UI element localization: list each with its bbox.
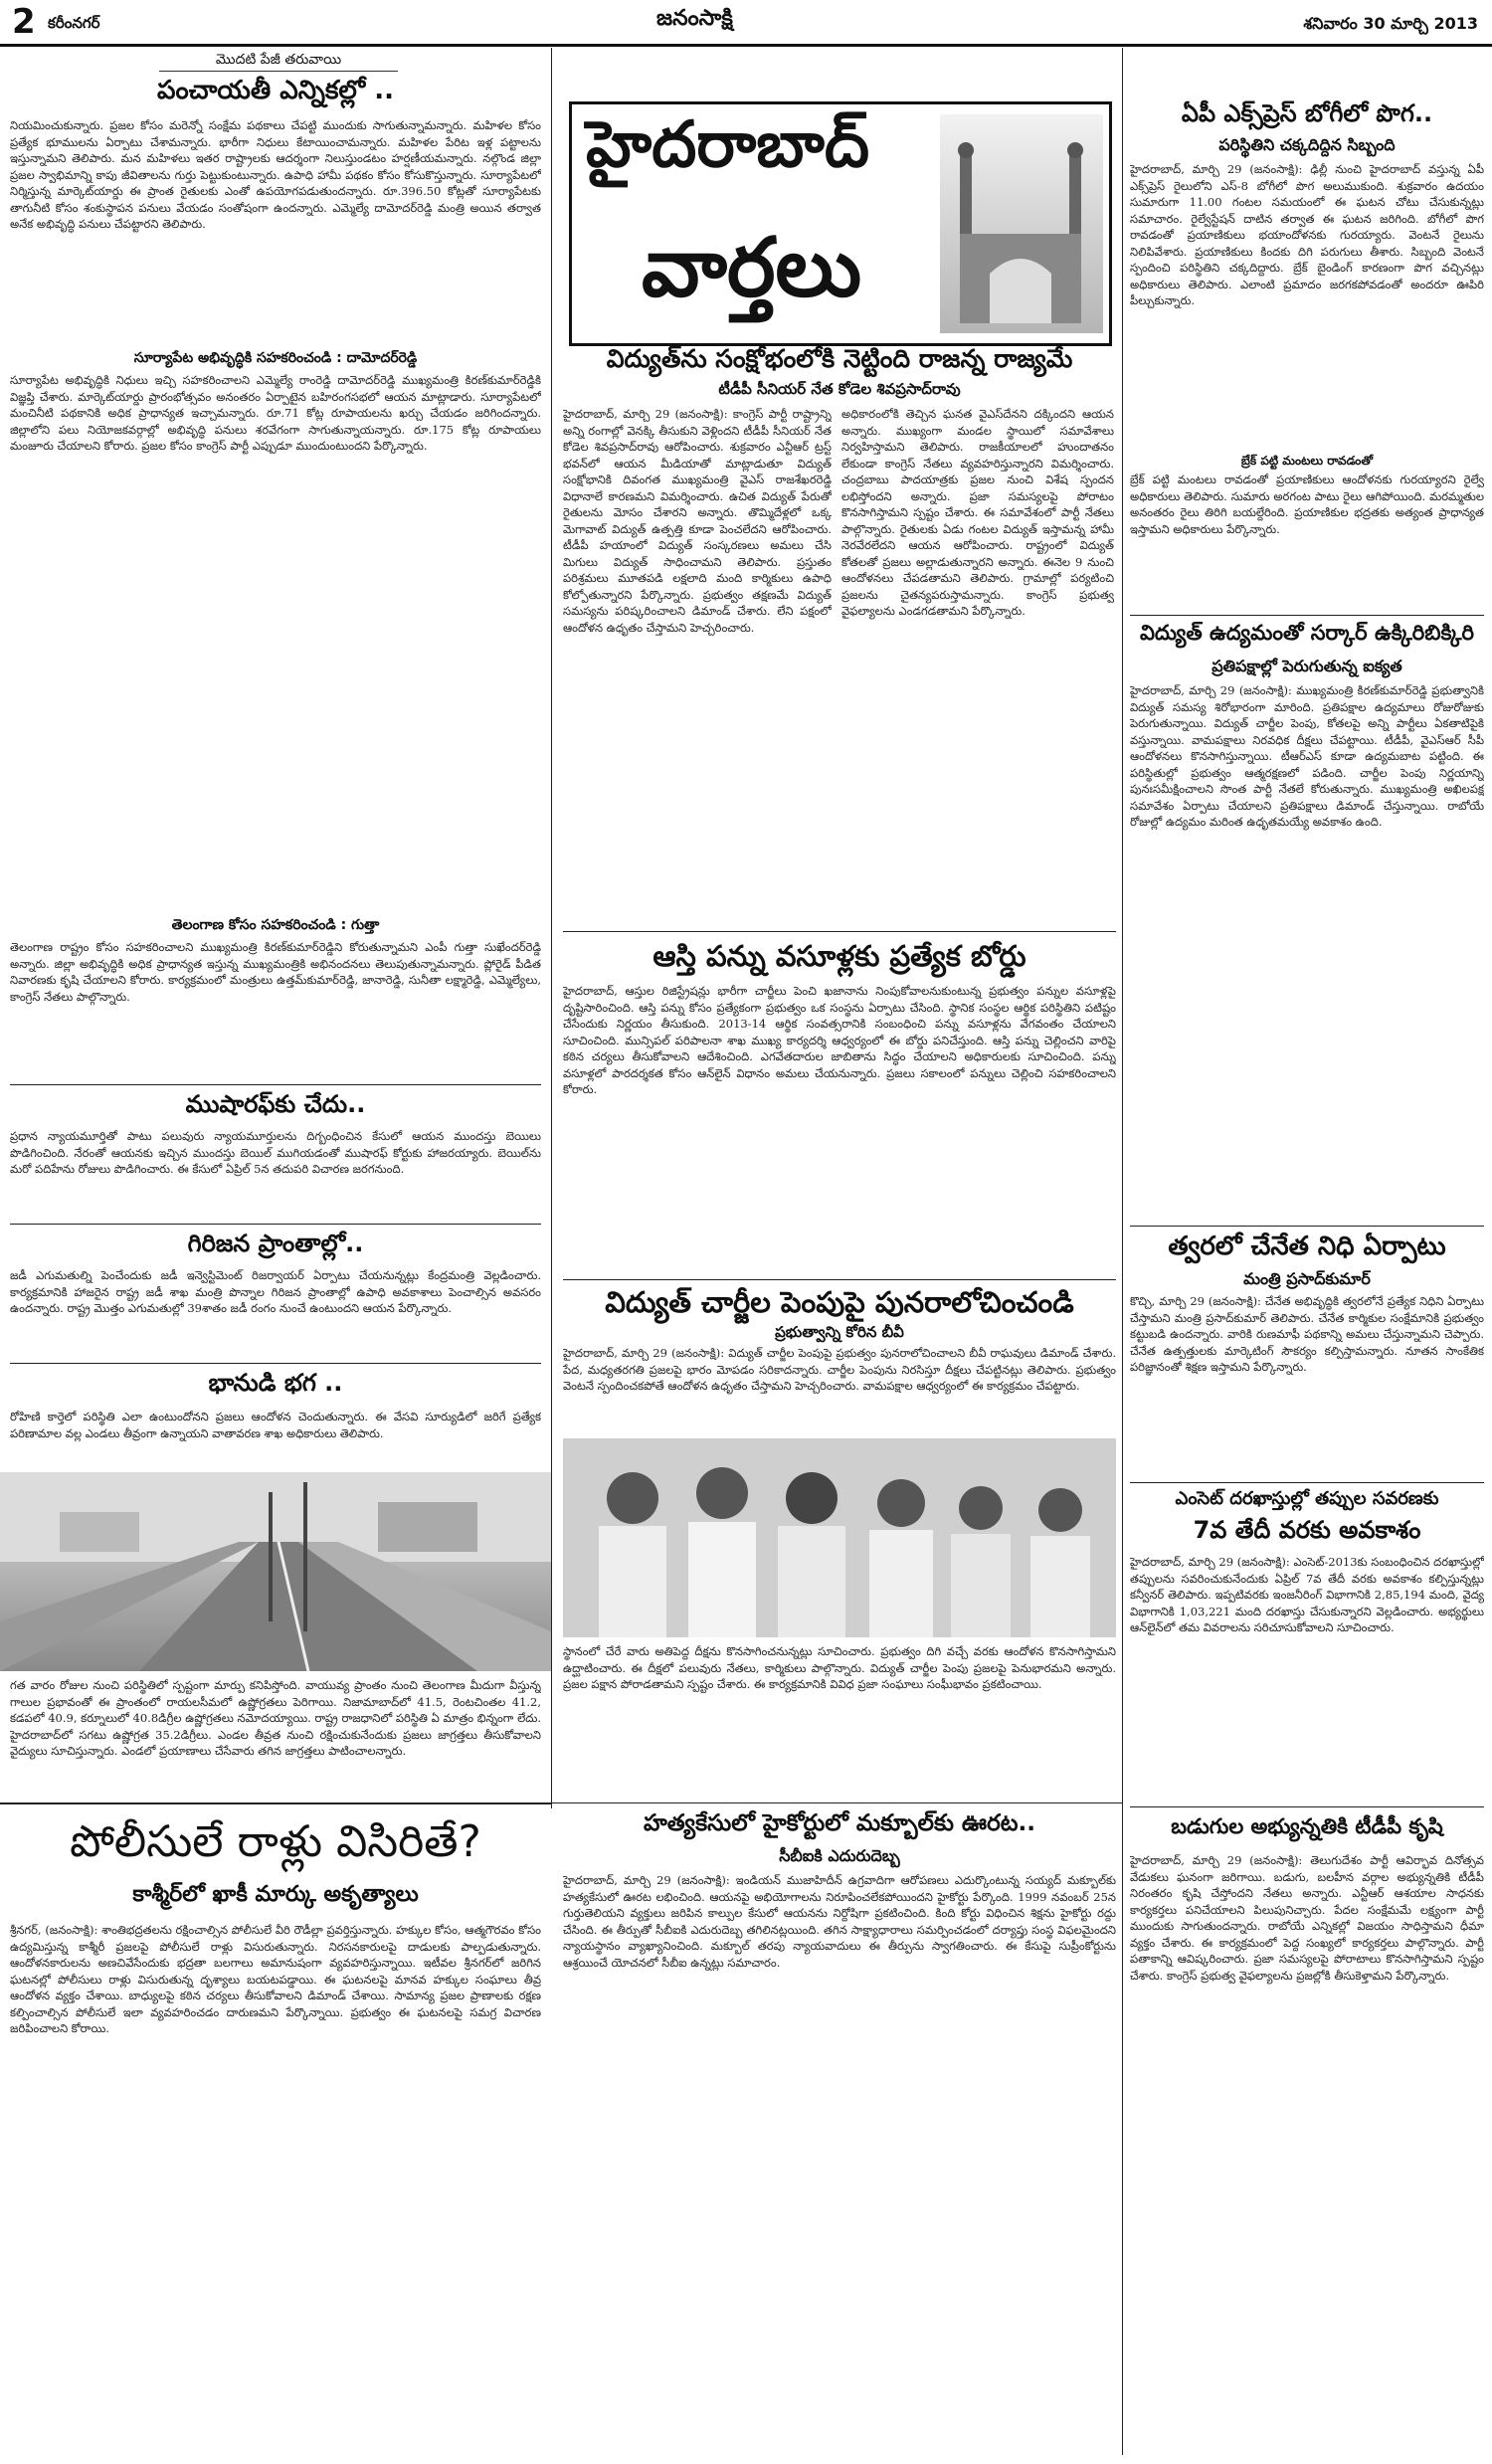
article-body: అధికారంలోకి తెచ్చిన ఘనత వైఎస్‌దేనని దక్కిందని ఆయన అన్నారు. ముఖ్యంగా మండల స్థాయిలో సమావేశాలు నిర్వహిస్తామని తెలిపారు. రాజకీయాలలో హుందాతనం లేకుండా కాంగ్రెస్‌ నేతలు వ్యవహరిస్తున్నారని విమర్శించారు. చంద్రబాబు పాదయాత్రకు ప్రజల నుంచి విశేష స్పందన లభిస్తోందని అన్నారు. ప్రజా సమస్యలపై పోరాటం కొనసాగిస్తామని స్పష్టం చేశారు. ఈ సమావేశంలో పార్టీ నేతలు పాల్గొన్నారు. రైతులకు ఏడు గంటల విద్యుత్‌ ఇస్తామన్న హామీ నెరవేరలేదని ఆయన ఆరోపించారు. రాష్ట్రంలో విద్యుత్‌ కోతలతో ప్రజలు అల్లాడుతున్నారని అన్నారు. ఈనెల 9 నుంచి ఆందోళనలు చేపడతామని తెలిపారు. గ్రామాల్లో పర్యటించి ప్రజలను చైతన్యపరుస్తామన్నారు. కాంగ్రెస్‌ ప్రభుత్వ వైఫల్యాలను ఎండగడతామని పేర్కొన్నారు. xyxy=(841,407,1114,618)
newspaper-name: జనంసాక్షి xyxy=(656,6,733,31)
article-body: సూర్యాపేట అభివృద్ధికి నిధులు ఇచ్చి సహకరించాలని ఎమ్మెల్యే రాంరెడ్డి దామోదర్‌రెడ్డి ముఖ్యమంత్రి కిరణ్‌కుమార్‌రెడ్డికి విజ్ఞప్తి చేశారు. మార్కెట్‌యార్డు ప్రారంభోత్సవం అనంతరం ఏర్పాటైన బహిరంగసభలో ఆయన మాట్లాడారు. సూర్యాపేటలో మంచినీటి పథకానికి అధిక ప్రాధాన్యత ఇచ్చామన్నారు. రూ.71 కోట్ల రూపాయలను ఖర్చు చేయడం జరిగిందన్నారు. జిల్లాలోని పలు నియోజకవర్గాల్లో అభివృద్ధి పనులు శరవేగంగా సాగుతున్నాయన్నారు. రూ.175 కోట్ల రూపాయలు మంజూరు చేయాలని కోరారు. ప్రజల కోసం కాంగ్రెస్‌ పార్టీ ఎప్పుడూ ముందుంటుందని పేర్కొన్నారు. xyxy=(10,373,541,453)
section-name: కరీంనగర్ xyxy=(48,14,100,32)
headline-tdp: బడుగుల అభ్యున్నతికి టీడీపీ కృషి xyxy=(1171,1814,1443,1838)
article-body: తెలంగాణ రాష్ట్రం కోసం సహకరించాలని ముఖ్యమంత్రి కిరణ్‌కుమార్‌రెడ్డిని కోరుతున్నామని ఎంపీ గుత్తా సుఖేందర్‌రెడ్డి అన్నారు. జిల్లా అభివృద్ధికి అధిక ప్రాధాన్యత ఇస్తున్న ముఖ్యమంత్రికి అభినందనలు తెలుపుతున్నామన్నారు. ప్లోరైడ్‌ పీడిత నివారణకు కృషి చేయాలని కోరారు. కార్యక్రమంలో మంత్రులు ఉత్తమ్‌కుమార్‌రెడ్డి, జానారెడ్డి, సునీతా లక్ష్మారెడ్డి, ఎమ్మెల్యేలు, కాంగ్రెస్‌ నేతలు పాల్గొన్నారు. xyxy=(10,940,541,1004)
hyderabad-news-banner xyxy=(569,101,1112,346)
article-body: కొచ్చి, మార్చి 29 (జనంసాక్షి): చేనేత అభివృద్ధికి త్వరలోనే ప్రత్యేక నిధిని ఏర్పాటు చేస్తామని మంత్రి ప్రసాద్‌కుమార్‌ తెలిపారు. చేనేత కార్మికుల సంక్షేమానికి ప్రభుత్వం కట్టుబడి ఉందన్నారు. వారికి రుణమాఫీ పథకాన్ని అమలు చేస్తున్నామని చెప్పారు. చేనేత ఉత్పత్తులకు మార్కెటింగ్‌ సౌకర్యం కల్పిస్తామన్నారు. నూతన సాంకేతిక పరిజ్ఞానంతో శిక్షణ ఇస్తామని పేర్కొన్నారు. xyxy=(1130,1294,1484,1374)
masthead xyxy=(0,0,1492,47)
protest-illustration xyxy=(563,1438,1116,1637)
subheading: ప్రభుత్వాన్ని కోరిన బీవీ xyxy=(775,1323,904,1341)
headline-power-charges: విద్యుత్‌ చార్జీల పెంపుపై పునరాలోచించండి xyxy=(605,1285,1074,1319)
headline-eamcet-line2: 7వ తేదీ వరకు అవకాశం xyxy=(1193,1516,1421,1544)
article-body: బ్రేక్‌ పట్టి మంటలు రావడంతో ప్రయాణికులు ఆందోళనకు గురయ్యారని రైల్వే అధికారులు తెలిపారు. సుమారు అరగంట పాటు రైలు ఆగిపోయింది. మరమ్మతుల అనంతరం రైలు తిరిగి బయల్దేరింది. ప్రయాణికుల భద్రతకు అత్యంత ప్రాధాన్యత ఇస్తామని అధికారులు పేర్కొన్నారు. xyxy=(1130,473,1484,536)
continued-label: మొదటి పేజీ తరువాయి xyxy=(159,52,398,72)
charminar-photo xyxy=(940,114,1103,333)
subheading: తెలంగాణ కోసం సహకరించండి : గుత్తా xyxy=(171,917,380,933)
road-photo xyxy=(0,1472,551,1671)
subheading: సీబీఐకి ఎదురుదెబ్బ xyxy=(779,1846,900,1865)
headline-property-tax: ఆస్తి పన్ను వసూళ్లకు ప్రత్యేక బోర్డు xyxy=(653,939,1026,973)
headline-tribal: గిరిజన ప్రాంతాల్లో.. xyxy=(187,1230,364,1257)
headline-panchayat: పంచాయతీ ఎన్నికల్లో .. xyxy=(157,76,394,105)
headline-ap-express: ఏపీ ఎక్స్‌ప్రెస్‌ బోగీలో పొగ.. xyxy=(1181,99,1433,127)
banner-line1: హైదరాబాద్ xyxy=(586,108,870,182)
issue-date: శనివారం 30 మార్చి 2013 xyxy=(1303,14,1478,33)
article-lead: రోహిణి కార్తెలో పరిస్థితి ఎలా ఉంటుందోనని ప్రజలు ఆందోళన చెందుతున్నారు. ఈ వేసవి సూర్యుడిలో జరిగే ప్రత్యేక పరిణామాల వల్ల ఎండలు తీవ్రంగా ఉన్నాయని వాతావరణ శాఖ అధికారులు తెలిపారు. xyxy=(10,1410,541,1440)
subheading: బ్రేక్‌ పట్టి మంటలు రావడంతో xyxy=(1240,454,1374,468)
article-body: హైదరాబాద్‌, ఆస్తుల రిజిస్ట్రేషన్లు భారీగా చార్జీలు పెంచి ఖజానాను నింపుకోవాలనుకుంటున్న ప్రభుత్వం పన్నుల వసూళ్లపై దృష్టిసారించింది. ఆస్తి పన్ను కోసం ప్రత్యేకంగా ప్రభుత్వం ఒక సంస్థను ఏర్పాటు చేసింది. స్థానిక సంస్థల ఆర్థిక పరిస్థితిని పటిష్టం చేసేందుకు నిర్ణయం తీసుకుంది. 2013-14 ఆర్థిక సంవత్సరానికి సంబంధించి పన్ను వసూళ్లను వేగవంతం చేయాలని సూచించింది. మున్సిపల్‌ పరిపాలనా శాఖ ముఖ్య కార్యదర్శి ఆధ్వర్యంలో ఈ బోర్డు పనిచేస్తుంది. ఆస్తి పన్ను చెల్లించని వారిపై కఠిన చర్యలు తీసుకోవాలని ఆదేశించింది. ఎగవేతదారుల జాబితాను సిద్ధం చేయాలని అధికారులకు సూచించింది. పన్ను వసూళ్లలో పారదర్శకత కోసం ఆన్‌లైన్‌ విధానం అమలు చేయనున్నారు. ప్రజలు సకాలంలో పన్నులు చెల్లించి సహకరించాలని కోరారు. xyxy=(563,984,1116,1096)
headline-power-movement: విద్యుత్‌ ఉద్యమంతో సర్కార్‌ ఉక్కిరిబిక్కిరి xyxy=(1139,621,1475,645)
article-body: హైదరాబాద్‌, మార్చి 29 (జనంసాక్షి): ముఖ్యమంత్రి కిరణ్‌కుమార్‌రెడ్డి ప్రభుత్వానికి విద్యుత్‌ సమస్య శిరోభారంగా మారింది. ప్రతిపక్షాల ఉద్యమాలు రోజురోజుకు పెరుగుతున్నాయి. విద్యుత్‌ చార్జీల పెంపు, కోతలపై అన్ని పార్టీలు ఏకతాటిపైకి వస్తున్నాయి. వామపక్షాలు నిరవధిక దీక్షలు చేపట్టాయి. టీడీపీ, వైఎస్‌ఆర్‌ సీపీ ఆందోళనలు కొనసాగిస్తున్నాయి. టీఆర్‌ఎస్‌ కూడా ఉద్యమబాట పట్టింది. ఈ పరిస్థితుల్లో ప్రభుత్వం ఆత్మరక్షణలో పడింది. చార్జీల పెంపు నిర్ణయాన్ని పునఃసమీక్షించాలని సొంత పార్టీ నేతలే కోరుతున్నారు. ముఖ్యమంత్రి అఖిలపక్ష సమావేశం ఏర్పాటు చేయాలని ప్రతిపక్షాలు డిమాండ్‌ చేస్తున్నాయి. రాబోయే రోజుల్లో ఉద్యమం మరింత ఉధృతమయ్యే అవకాశం ఉంది. xyxy=(1130,683,1484,829)
byline: టీడీపీ సీనియర్‌ నేత కోడెల శివప్రసాద్‌రావు xyxy=(718,380,961,398)
headline-police-stones: పోలీసులే రాళ్లు విసిరితే? xyxy=(70,1816,481,1867)
article-body: హైదరాబాద్‌, మార్చి 29 (జనంసాక్షి): ఇండియన్‌ ముజాహిదీన్‌ ఉగ్రవాదిగా ఆరోపణలు ఎదుర్కొంటున్న సయ్యద్‌ మక్బూల్‌కు హత్యకేసులో ఊరట లభించింది. ఆయనపై అభియోగాలను నిరూపించలేకపోయిందని హైకోర్టు పేర్కొంది. 1999 నవంబర్‌ 25న గుర్తుతెలియని వ్యక్తులు జరిపిన కాల్పుల కేసులో ఆయనను నిర్దోషిగా ప్రకటించింది. కింది కోర్టు విధించిన శిక్షను హైకోర్టు రద్దు చేసింది. ఈ తీర్పుతో సీబీఐకి ఎదురుదెబ్బ తగిలినట్లయింది. తగిన సాక్ష్యాధారాలు సమర్పించడంలో దర్యాప్తు సంస్థ విఫలమైందని న్యాయస్థానం వ్యాఖ్యానించింది. మక్బూల్‌ తరపు న్యాయవాదులు ఈ తీర్పును స్వాగతించారు. ఈ కేసుపై సుప్రీంకోర్టును ఆశ్రయించే యోచనలో సీబీఐ ఉన్నట్లు సమాచారం. xyxy=(563,1873,1116,1970)
article-body: శ్రీనగర్‌, (జనంసాక్షి): శాంతిభద్రతలను రక్షించాల్సిన పోలీసులే వీరి రౌడీల్లా ప్రవర్తిస్తున్నారు. హక్కుల కోసం, ఆత్మగౌరవం కోసం ఉద్యమిస్తున్న కాశ్మీరీ ప్రజలపై పోలీసులే రాళ్లు విసురుతున్నారు. నిరసనకారులపై దాడులకు పాల్పడుతున్నారు. ఆందోళనకారులను అణచివేసేందుకు భద్రతా బలగాలు అమానుషంగా వ్యవహరిస్తున్నాయి. ఇటీవల శ్రీనగర్‌లో జరిగిన ఘటనల్లో పోలీసులు రాళ్లు విసురుతున్న దృశ్యాలు బయటపడ్డాయి. ఈ ఘటనలపై మానవ హక్కుల సంఘాలు తీవ్ర ఆందోళన వ్యక్తం చేశాయి. బాధ్యులపై కఠిన చర్యలు తీసుకోవాలని డిమాండ్‌ చేశాయి. సామాన్య ప్రజల ప్రాణాలకు రక్షణ కల్పించాల్సిన పోలీసులే ఇలా వ్యవహరించడం దారుణమని పేర్కొన్నాయి. ప్రభుత్వం ఈ ఘటనలపై సమగ్ర విచారణ జరిపించాలని కోరాయి. xyxy=(10,1923,541,2035)
article-body: హైదరాబాద్‌, మార్చి 29 (జనంసాక్షి): విద్యుత్‌ చార్జీల పెంపుపై ప్రభుత్వం పునరాలోచించాలని బీవీ రాఘవులు డిమాండ్‌ చేశారు. పేద, మధ్యతరగతి ప్రజలపై భారం మోపడం సరికాదన్నారు. చార్జీల పెంపును నిరసిస్తూ దీక్షలు చేపట్టినట్లు తెలిపారు. ప్రభుత్వం వెంటనే స్పందించకపోతే ఆందోళన ఉధృతం చేస్తామని హెచ్చరించారు. వామపక్షాల ఆధ్వర్యంలో ఈ కార్యక్రమం చేపట్టారు. xyxy=(563,1346,1116,1393)
article-body: హైదరాబాద్‌, మార్చి 29 (జనంసాక్షి): తెలుగుదేశం పార్టీ ఆవిర్భావ దినోత్సవ వేడుకలు ఘనంగా జరిగాయి. బడుగు, బలహీన వర్గాల అభ్యున్నతికి టీడీపీ నిరంతరం కృషి చేస్తోందని నేతలు అన్నారు. ఎన్టీఆర్‌ ఆశయాల సాధనకు కార్యకర్తలు పనిచేయాలని పిలుపునిచ్చారు. పేదల సంక్షేమమే లక్ష్యంగా పార్టీ ముందుకు సాగుతుందన్నారు. రాబోయే ఎన్నికల్లో విజయం సాధిస్తామని ధీమా వ్యక్తం చేశారు. ఈ కార్యక్రమంలో పెద్ద సంఖ్యలో కార్యకర్తలు పాల్గొన్నారు. పార్టీ పతాకాన్ని ఆవిష్కరించారు. ప్రజా సమస్యలపై పోరాటాలు కొనసాగిస్తామని స్పష్టం చేశారు. కాంగ్రెస్‌ ప్రభుత్వ వైఫల్యాలను ప్రజల్లోకి తీసుకెళ్తామని పేర్కొన్నారు. xyxy=(1130,1853,1484,1983)
article-body: నియమించుకున్నారు. ప్రజల కోసం మరెన్నో సంక్షేమ పథకాలు చేపట్టి ముందుకు సాగుతున్నామన్నారు. మహిళల కోసం ప్రత్యేక భూములను ఏర్పాటు చేశామన్నారు. భారీగా నిధులు కేటాయించామన్నారు. మహిళల పేరిట ఇళ్ల పట్టాలను ఇస్తున్నామని తెలిపారు. మన మహిళలు ఇతర రాష్ట్రాలకు ఆదర్శంగా నిలుస్తుండటం హర్షణీయమన్నారు. నల్గొండ జిల్లా ప్రజల స్వాభిమాన్ని కాపు జీవితాలను గుర్తు పెట్టుకుంటున్నారు. ఉపాధి హామీ పథకం కోసం కోసుకొస్తున్నారు. సూర్యాపేటలో నిర్మిస్తున్న మార్కెట్‌యార్డు ఈ ప్రాంత రైతులకు ఎంతో ఉపయోగపడుతుందన్నారు. రూ.396.50 కోట్లతో సూర్యాపేటకు తాగునీటి కోసం శంకుస్థాపన పనులు వేయడం సంతోషంగా ఉందన్నారు. ఎమ్మెల్యే దామోదర్‌రెడ్డి మంత్రి అయిన తర్వాత అనేక అభివృద్ధి పనులు చేపట్టారని తెలిపారు. xyxy=(10,118,541,231)
banner-line2: వార్తలు xyxy=(642,221,862,315)
headline-power-crisis: విద్యుత్‌ను సంక్షోభంలోకి నెట్టింది రాజన్న రాజ్యమే xyxy=(606,344,1073,373)
subheading: ప్రతిపక్షాల్లో పెరుగుతున్న ఐక్యత xyxy=(1212,657,1402,675)
charminar-illustration xyxy=(940,114,1103,333)
article-body: హైదరాబాద్‌, మార్చి 29 (జనంసాక్షి): ఢిల్లీ నుంచి హైదరాబాద్‌ వస్తున్న ఏపీ ఎక్స్‌ప్రెస్‌ రైలులోని ఎస్‌-8 బోగీలో పొగ అలుముకుంది. శుక్రవారం ఉదయం సుమారుగా 11.00 గంటల సమయంలో ఈ ఘటన చోటు చేసుకున్నట్లు సమాచారం. రైల్వేస్టేషన్‌ దాటిన తర్వాత ఈ ఘటన జరిగింది. బోగీలో పొగ రావడంతో ప్రయాణికులు భయాందోళనకు గురయ్యారు. వెంటనే రైలును నిలిపివేశారు. ప్రయాణికులు కిందకు దిగి పరుగులు తీశారు. సిబ్బంది వెంటనే స్పందించి పరిస్థితిని చక్కదిద్దారు. బ్రేక్‌ బైండింగ్‌ కారణంగా పొగ వచ్చినట్లు అధికారులు తెలిపారు. ఎలాంటి ప్రమాదం జరగకపోవడంతో అందరూ ఊపిరి పీల్చుకున్నారు. xyxy=(1130,162,1484,307)
headline-maqbool: హత్యకేసులో హైకోర్టులో మక్బూల్‌కు ఊరట.. xyxy=(644,1810,1035,1836)
subheading: మంత్రి ప్రసాద్‌కుమార్‌ xyxy=(1243,1269,1371,1288)
protest-photo xyxy=(563,1438,1116,1637)
article-body: ప్రధాన న్యాయమూర్తితో పాటు పలువురు న్యాయమూర్తులను దిగ్బంధించిన కేసులో ఆయన ముందస్తు బెయిలు పొడిగించింది. నేరంతో ఆయనకు ఇచ్చిన ముందస్తు బెయిల్‌ ముగియడంతో ముషారఫ్‌ కోర్టుకు హాజరయ్యారు. బెయిల్‌ను మరో పదిహేను రోజులు పొడిగించారు. ఈ కేసులో ఏప్రిల్‌ 5న తదుపరి విచారణ జరగనుంది. xyxy=(10,1129,541,1176)
article-body: స్థానంలో చేరే వారు అతిపెద్ద దీక్షను కొనసాగించనున్నట్లు సూచించారు. ప్రభుత్వం దిగి వచ్చే వరకు ఆందోళన కొనసాగిస్తామని ఉద్ఘాటించారు. ఈ దీక్షలో పలువురు నేతలు, కార్మికులు పాల్గొన్నారు. విద్యుత్‌ చార్జీల పెంపు ప్రజలపై పెనుభారమని అన్నారు. ప్రజల పక్షాన పోరాడతామని స్పష్టం చేశారు. ఈ కార్యక్రమానికి వివిధ ప్రజా సంఘాలు సంఘీభావం ప్రకటించాయి. xyxy=(563,1644,1116,1691)
article-body: గత వారం రోజుల నుంచి పరిస్థితిలో స్పష్టంగా మార్పు కనిపిస్తోంది. వాయువ్య ప్రాంతం నుంచి తెలంగాణ మీదుగా వీస్తున్న గాలుల ప్రభావంతో ఈ ప్రాంతంలో రాయలసీమలో ఉష్ణోగ్రతలు పెరిగాయి. నిజామాబాద్‌లో 41.5, రెంటచింతల 41.2, కడపలో 40.9, కర్నూలులో 40.8డిగ్రీల ఉష్ణోగ్రతలు నమోదయ్యాయి. రాష్ట్ర రాజధానిలో పరిస్థితి ఏ మాత్రం భిన్నంగా లేదు. హైదరాబాద్‌లో సగటు ఉష్ణోగ్రత 35.2డిగ్రీలు. ఎండల తీవ్రత నుంచి రక్షించుకునేందుకు ప్రజలు జాగ్రత్తలు తీసుకోవాలని వైద్యులు సూచిస్తున్నారు. ఎండలో ప్రయాణాలు చేసేవారు తగిన జాగ్రత్తలు పాటించాలన్నారు. xyxy=(10,1678,541,1758)
headline-handloom: త్వరలో చేనేత నిధి ఏర్పాటు xyxy=(1168,1232,1446,1261)
subheading: కాశ్మీర్‌లో ఖాకీ మార్కు అకృత్యాలు xyxy=(132,1882,419,1907)
road-photo-illustration xyxy=(0,1472,551,1671)
article-body: హైదరాబాద్‌, మార్చి 29 (జనంసాక్షి): కాంగ్రెస్‌ పార్టీ రాష్ట్రాన్ని అన్ని రంగాల్లో వెనక్కి తీసుకుని వెళ్లిందని టీడీపీ సీనియర్‌ నేత కోడెల శివప్రసాద్‌రావు ఆరోపించారు. శుక్రవారం ఎన్టీఆర్‌ ట్రస్ట్‌ భవన్‌లో ఆయన మీడియాతో మాట్లాడుతూ విద్యుత్‌ సంక్షోభానికి దివంగత ముఖ్యమంత్రి వైఎస్‌ రాజశేఖరరెడ్డి విధానాలే కారణమని విమర్శించారు. ఉచిత విద్యుత్‌ పేరుతో రైతులను మోసం చేశారని అన్నారు. తొమ్మిదేళ్లలో ఒక్క మెగావాట్‌ విద్యుత్‌ ఉత్పత్తి కూడా పెంచలేదని ఆరోపించారు. టీడీపీ హయాంలో విద్యుత్‌ సంస్కరణలు అమలు చేసి మిగులు విద్యుత్‌ సాధించామని తెలిపారు. ప్రస్తుతం పరిశ్రమలు మూతపడి లక్షలాది మంది కార్మికులు ఉపాధి కోల్పోతున్నారని పేర్కొన్నారు. ప్రభుత్వం తక్షణమే విద్యుత్‌ సమస్యను పరిష్కరించాలని డిమాండ్‌ చేశారు. లేని పక్షంలో ఆందోళన ఉధృతం చేస్తామని హెచ్చరించారు. xyxy=(563,407,832,635)
subheading: పరిస్థితిని చక్కదిద్దిన సిబ్బంది xyxy=(1218,135,1396,154)
headline-heat: భానుడి భగ .. xyxy=(208,1369,343,1397)
headline-musharraf: ముషారఫ్‌కు చేదు.. xyxy=(185,1090,366,1118)
article-body: జడీ ఎగుమతుల్ని పెంచేందుకు జడీ ఇన్వెస్టిమెంట్‌ రిజర్వాయర్‌ ఏర్పాటు చేయనున్నట్లు కేంద్రమంత్రి వెల్లడించారు. కార్యక్రమానికి హాజరైన రాష్ట్ర జడీ శాఖ మంత్రి పొన్నాల గిరిజన ప్రాంతాల్లో ఉపాధి అవకాశాలు పెంచాల్సిన అవసరం ఉందన్నారు. రాష్ట్ర మొత్తం ఎగుమతుల్లో 39శాతం జడీ రంగం నుంచే ఉంటుందని ఆయన పేర్కొన్నారు. xyxy=(10,1268,541,1315)
page-number: 2 xyxy=(12,2,36,42)
subheading: సూర్యాపేట అభివృద్ధికి సహకరించండి : దామోదర్‌రెడ్డి xyxy=(133,350,418,366)
article-body: హైదరాబాద్‌, మార్చి 29 (జనంసాక్షి): ఎంసెట్‌-2013కు సంబంధించిన దరఖాస్తుల్లో తప్పులను సవరించుకునేందుకు ఏప్రిల్‌ 7వ తేదీ వరకు అవకాశం కల్పిస్తున్నట్లు కన్వీనర్‌ తెలిపారు. ఇప్పటివరకు ఇంజనీరింగ్‌ విభాగానికి 2,85,194 మంది, వైద్య విభాగానికి 1,03,221 మంది దరఖాస్తు చేసుకున్నారని వెల్లడించారు. అభ్యర్థులు ఆన్‌లైన్‌లో తమ వివరాలను సరిచూసుకోవాలని సూచించారు. xyxy=(1130,1555,1484,1634)
headline-eamcet: ఎంసెట్‌ దరఖాస్తుల్లో తప్పుల సవరణకు xyxy=(1175,1488,1439,1509)
